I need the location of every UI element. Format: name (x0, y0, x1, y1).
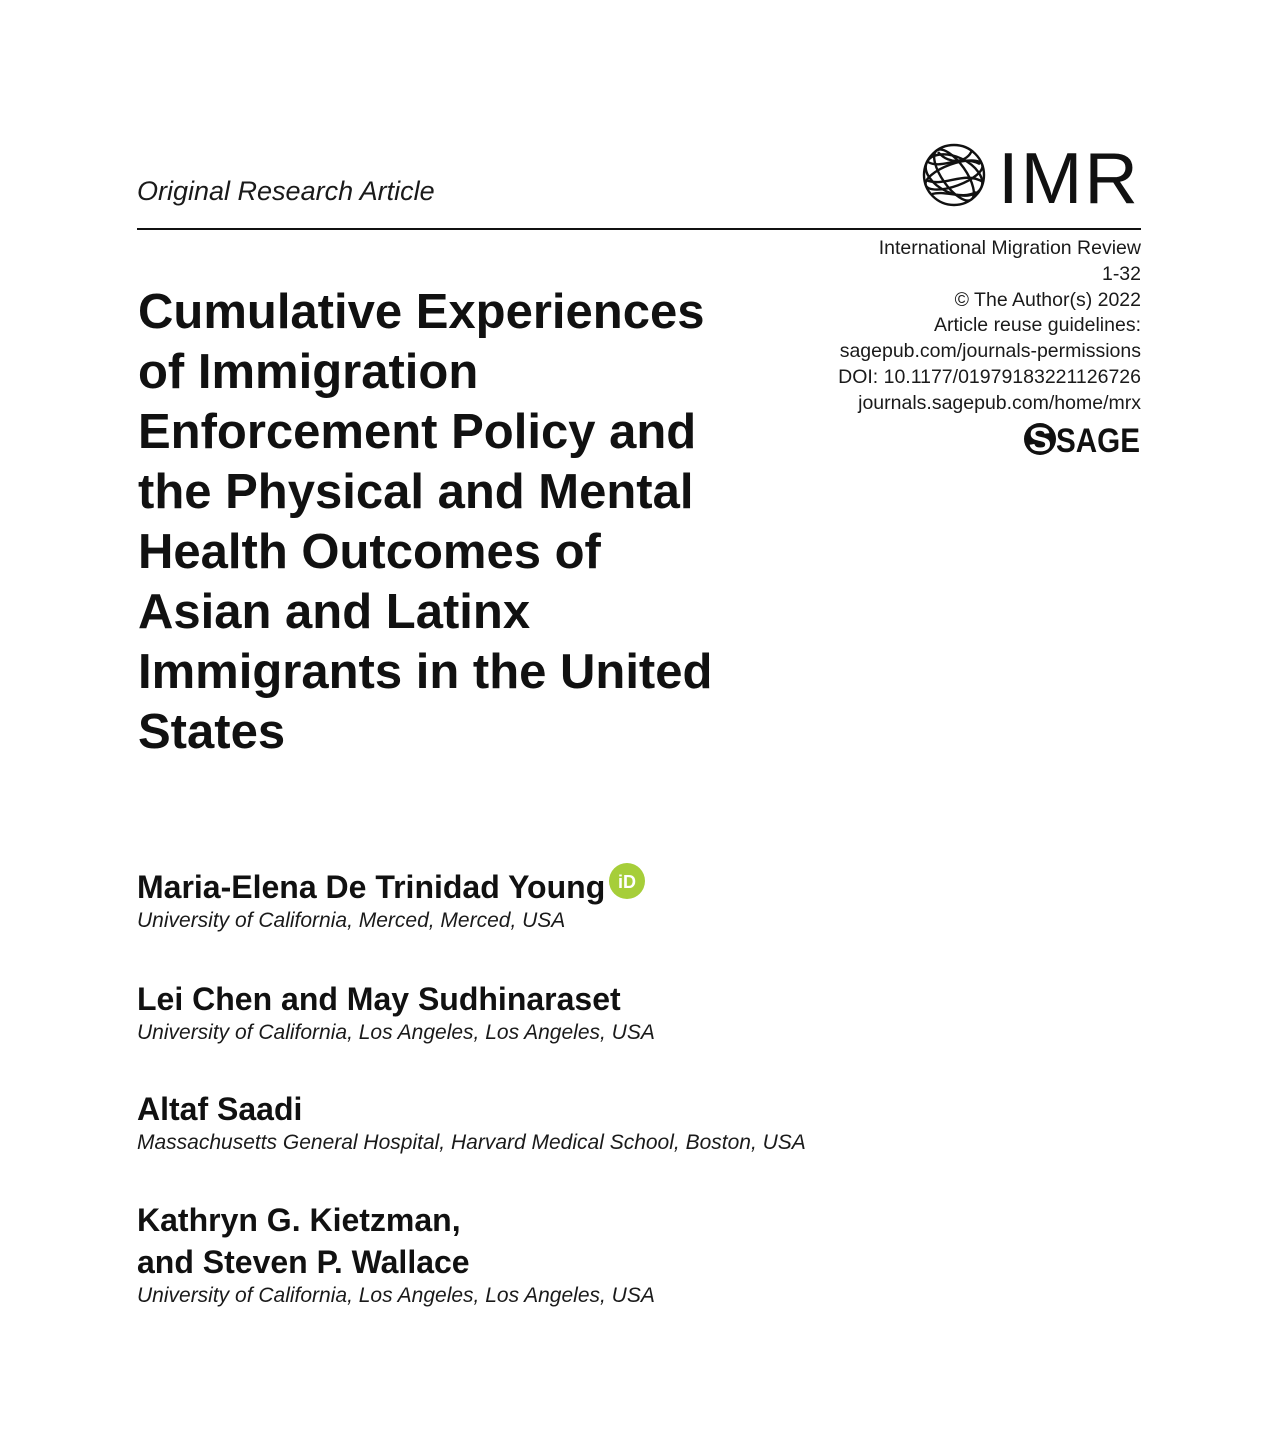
author-name (137, 866, 645, 908)
reuse-guidelines-label: Article reuse guidelines: (933, 314, 1141, 337)
globe-icon (919, 144, 989, 207)
title-line: Health Outcomes of (138, 525, 601, 579)
title-line: Enforcement Policy and (138, 405, 697, 459)
author-name: Kathryn G. Kietzman, (137, 1202, 461, 1238)
author-affiliation: University of California, Merced, Merced, USA (137, 909, 566, 932)
svg-text:S: S (1028, 421, 1052, 459)
title-line: of Immigration (138, 345, 479, 399)
author-name-text: Maria-Elena De Trinidad Young (137, 869, 606, 905)
author-name: and Steven P. Wallace (137, 1244, 470, 1280)
author-name: Lei Chen and May Sudhinaraset (137, 981, 621, 1017)
journal-name: International Migration Review (878, 237, 1141, 259)
author-affiliation: University of California, Los Angeles, Los Angeles, USA (137, 1284, 655, 1307)
copyright: © The Author(s) 2022 (954, 288, 1141, 311)
author-affiliation: University of California, Los Angeles, Los Angeles, USA (137, 1021, 655, 1044)
article-title (138, 282, 838, 762)
sage-s-icon (1024, 421, 1056, 459)
title-line: Immigrants in the United (138, 645, 713, 699)
author-group-1 (137, 866, 645, 934)
imr-logo-text: IMR (998, 139, 1140, 219)
author-affiliation: Massachusetts General Hospital, Harvard Medical School, Boston, USA (137, 1131, 806, 1154)
title-line: Cumulative Experiences (138, 285, 705, 339)
doi[interactable]: DOI: 10.1177/01979183221126726 (838, 365, 1141, 388)
sage-logo-text: SAGE (1056, 422, 1140, 460)
article-type-label: Original Research Article (137, 176, 435, 206)
title-line: States (138, 705, 286, 759)
author-group-4 (137, 1199, 655, 1309)
journal-home-link[interactable]: journals.sagepub.com/home/mrx (858, 391, 1141, 414)
sage-publisher-logo (1022, 420, 1142, 458)
imr-journal-logo (920, 139, 1142, 219)
author-group-2 (137, 978, 655, 1046)
page-range: 1-32 (1101, 262, 1141, 285)
title-line: Asian and Latinx (138, 585, 531, 639)
header-rule (137, 228, 1141, 230)
author-name: Altaf Saadi (137, 1091, 303, 1127)
title-line: the Physical and Mental (138, 465, 694, 519)
permissions-link[interactable]: sagepub.com/journals-permissions (839, 340, 1141, 363)
author-group-3 (137, 1088, 806, 1156)
orcid-icon[interactable] (609, 863, 645, 899)
svg-text:iD: iD (618, 872, 637, 892)
